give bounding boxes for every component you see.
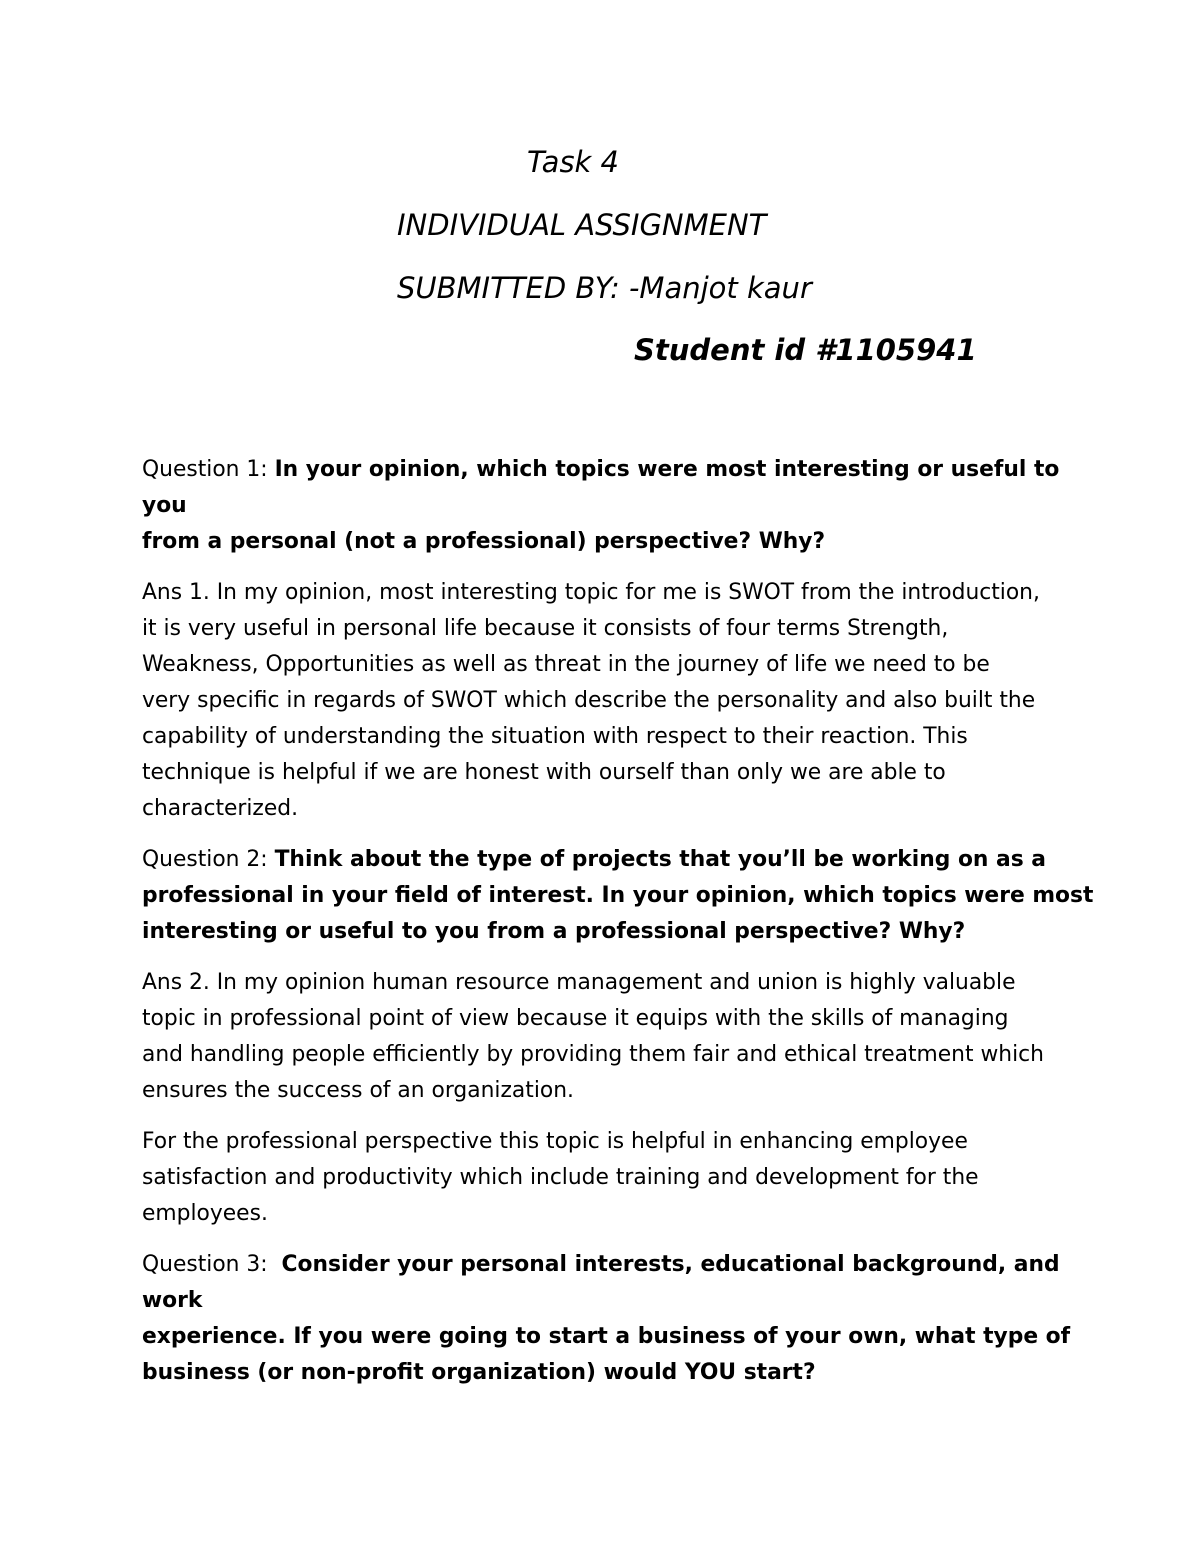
question-3-text-line-2: experience. If you were going to start a business of your own, what type of (142, 1324, 1071, 1349)
question-2-text-line-3: interesting or useful to you from a professional perspective? Why? (142, 919, 966, 944)
answer-2-line-3: and handling people efficiently by providing them fair and ethical treatment which (142, 1042, 1044, 1067)
question-2 (142, 842, 1094, 950)
question-2-text-line-2: professional in your field of interest. In your opinion, which topics were most (142, 883, 1094, 908)
answer-2-line-1: Ans 2. In my opinion human resource management and union is highly valuable (142, 970, 1016, 995)
answer-1 (142, 575, 1072, 827)
answer-1-line-1: Ans 1. In my opinion, most interesting topic for me is SWOT from the introduction, (142, 580, 1040, 605)
answer-2-line-4: ensures the success of an organization. (142, 1078, 574, 1103)
answer-2-line-2: topic in professional point of view because it equips with the skills of managing (142, 1006, 1009, 1031)
submitted-by: SUBMITTED BY: -Manjot kaur (397, 271, 812, 305)
answer-2-continued (142, 1124, 1072, 1232)
answer-1-line-4: very specific in regards of SWOT which describe the personality and also built the (142, 688, 1036, 713)
question-3 (142, 1247, 1072, 1391)
answer-1-line-6: technique is helpful if we are honest with ourself than only we are able to (142, 760, 946, 785)
task-title: Task 4 (527, 145, 620, 179)
question-1-text-line-1: In your opinion, which topics were most interesting or useful to you (142, 457, 1060, 518)
question-2-text-line-1: Think about the type of projects that you’ll be working on as a (274, 847, 1047, 872)
answer-1-line-5: capability of understanding the situation with respect to their reaction. This (142, 724, 968, 749)
question-1-text-line-2: from a personal (not a professional) perspective? Why? (142, 529, 826, 554)
question-3-label: Question 3: (142, 1252, 282, 1277)
answer-1-line-2: it is very useful in personal life because it consists of four terms Strength, (142, 616, 949, 641)
question-2-label: Question 2: (142, 847, 275, 872)
answer-2-continued-line-3: employees. (142, 1201, 268, 1226)
question-1 (142, 452, 1072, 560)
answer-2-continued-line-1: For the professional perspective this topic is helpful in enhancing employee (142, 1129, 968, 1154)
question-3-text-line-1: Consider your personal interests, educational background, and work (142, 1252, 1060, 1313)
answer-1-line-7: characterized. (142, 796, 299, 821)
question-1-label: Question 1: (142, 457, 275, 482)
question-3-text-line-3: business (or non-profit organization) would YOU start? (142, 1360, 816, 1385)
student-id: Student id #1105941 (634, 333, 977, 367)
answer-1-line-3: Weakness, Opportunities as well as threat in the journey of life we need to be (142, 652, 990, 677)
answer-2 (142, 965, 1072, 1109)
assignment-title: INDIVIDUAL ASSIGNMENT (397, 208, 767, 242)
document-body (142, 452, 1094, 1406)
answer-2-continued-line-2: satisfaction and productivity which include training and development for the (142, 1165, 979, 1190)
